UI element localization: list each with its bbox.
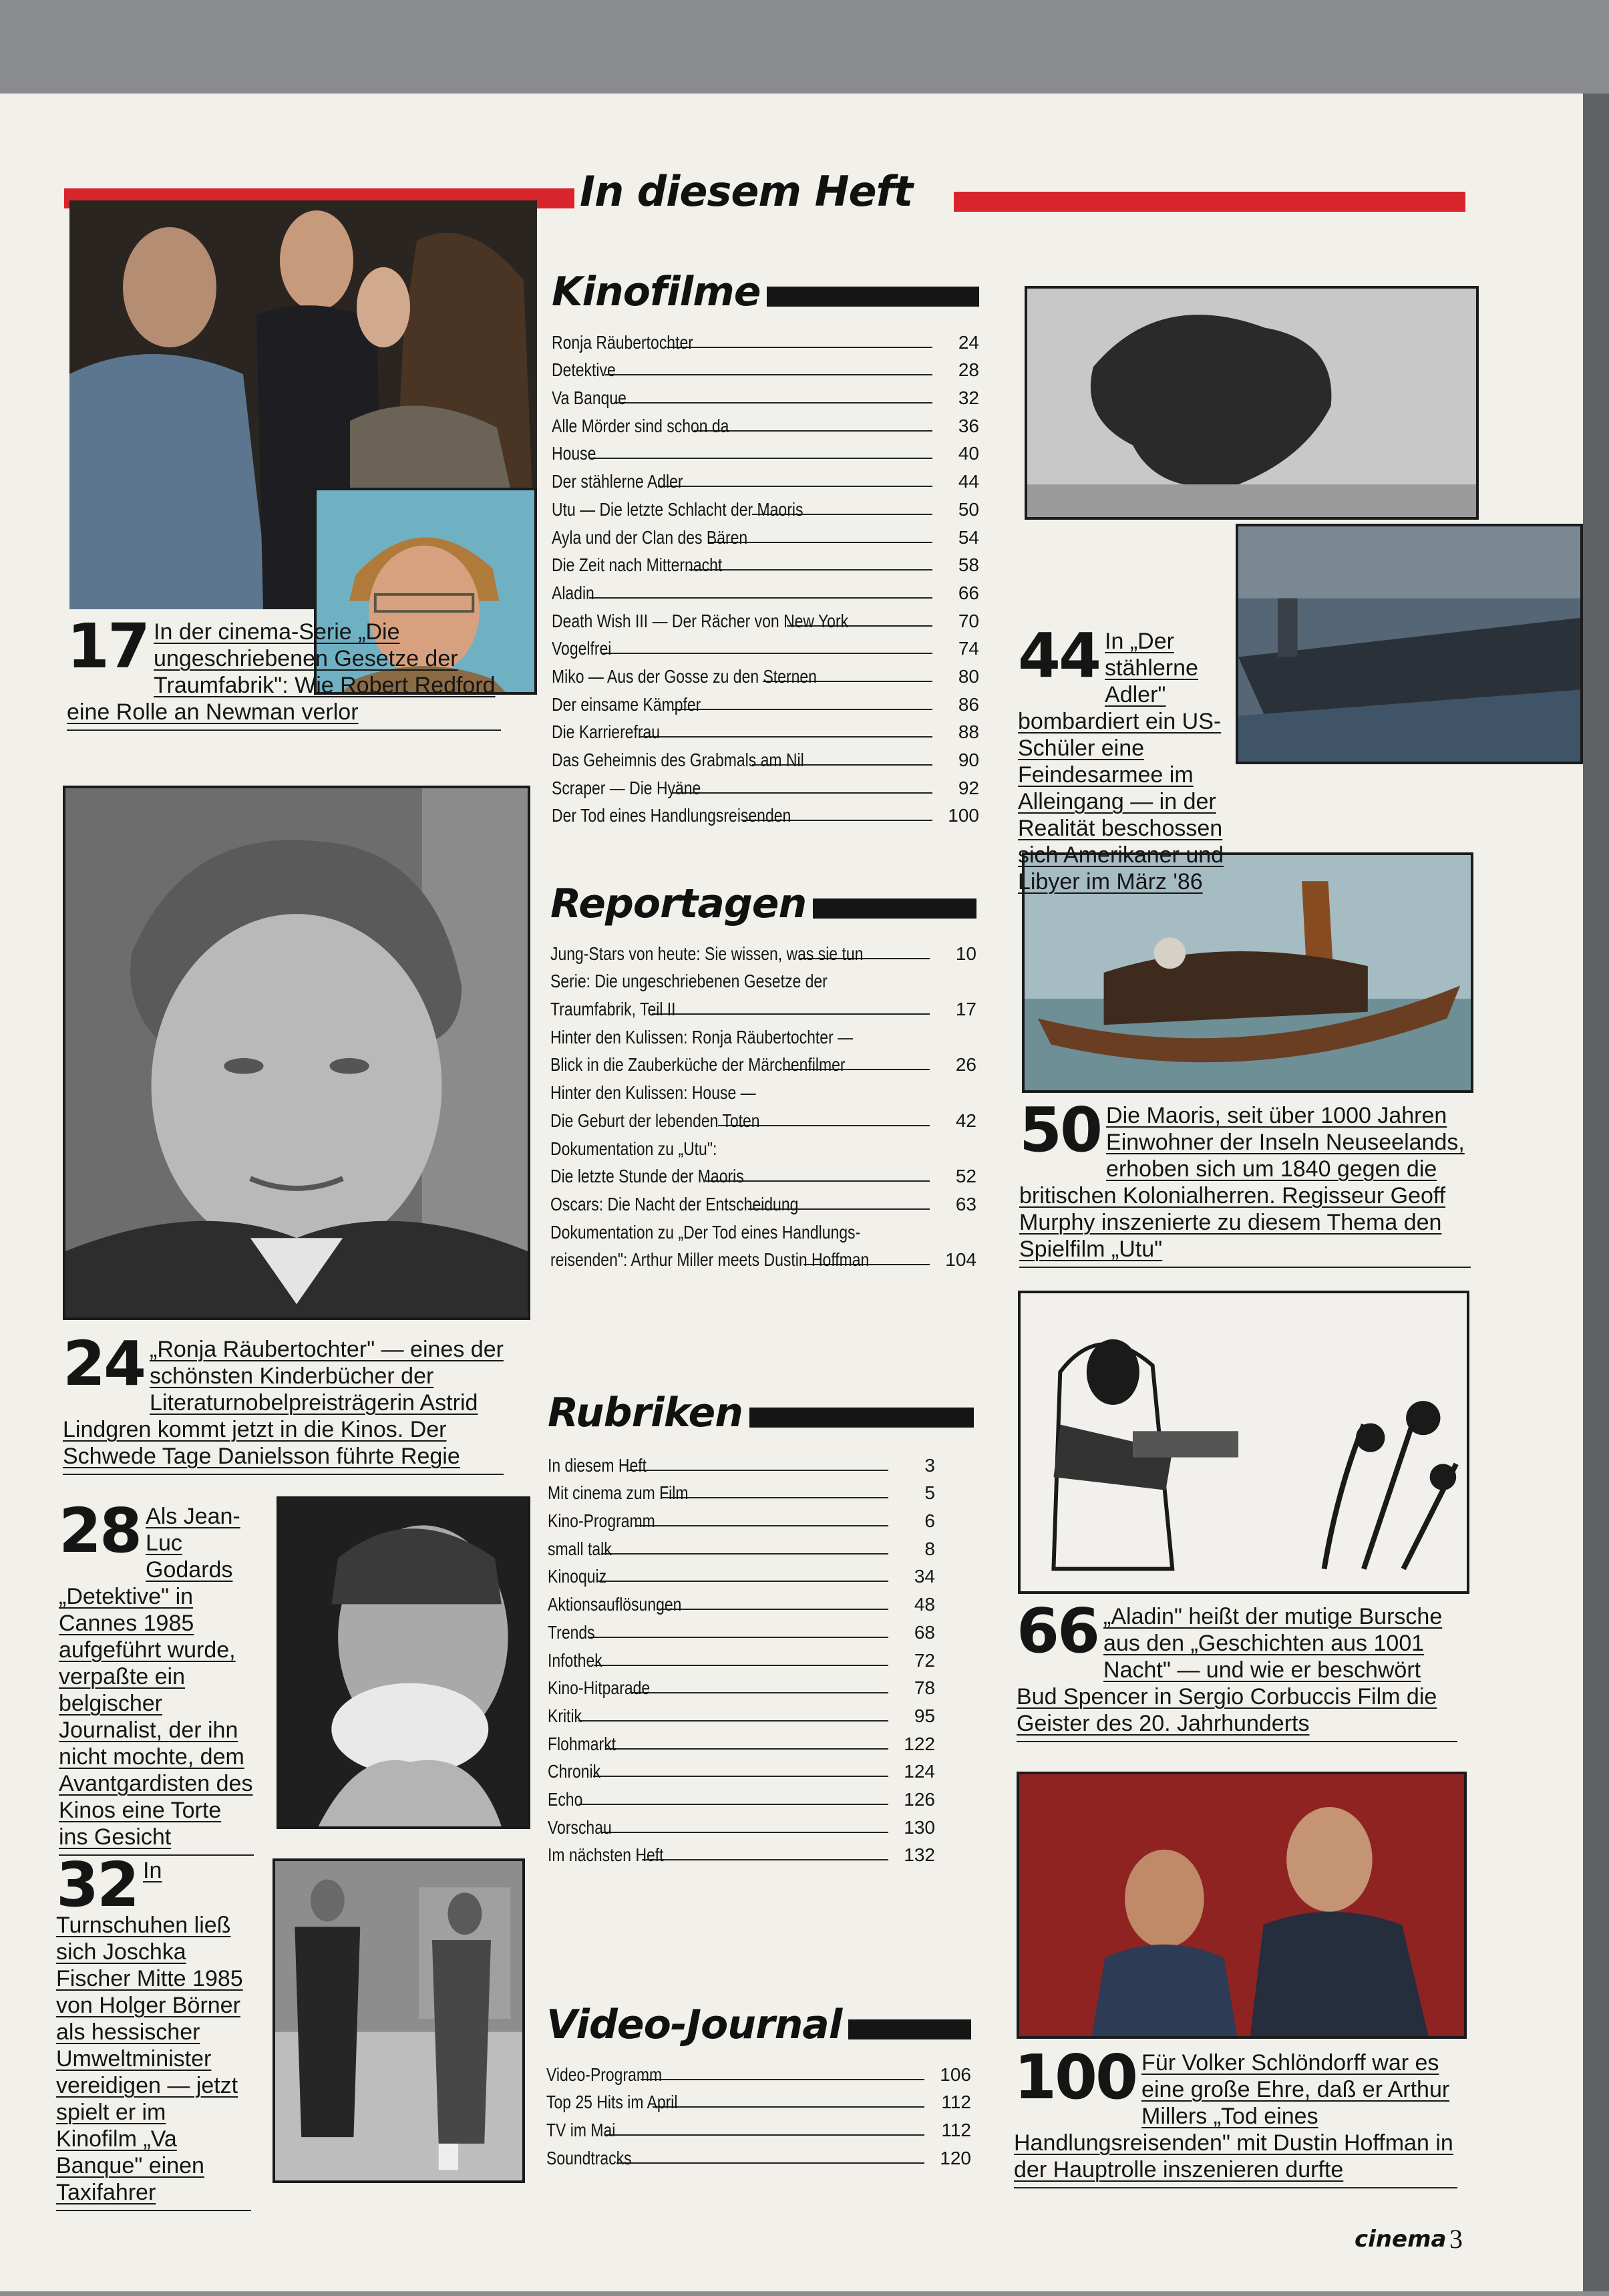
section-title-kinofilme: Kinofilme	[552, 269, 761, 315]
photo-smoke-explosion	[1025, 286, 1479, 520]
toc-entry	[550, 1187, 976, 1215]
toc-entry-page: 68	[914, 1621, 935, 1643]
toc-entry-page: 44	[958, 471, 979, 492]
toc-entry-title: Scraper — Die Hyäne	[552, 777, 701, 798]
caption-number: 44	[1018, 620, 1100, 691]
toc-entry-title: Vogelfrei	[552, 638, 612, 659]
toc-entry-page: 50	[958, 498, 979, 520]
toc-entry	[550, 992, 976, 1020]
toc-entry-page: 104	[945, 1249, 976, 1271]
caption-text: Für Volker Schlöndorff war es eine große Ehre, daß er Arthur Millers „Tod eines Handlungsreisenden" mit Dustin Hoffman in der Hauptrolle inszenieren durfte	[1014, 2050, 1453, 2182]
toc-entry-title: Echo	[548, 1788, 583, 1810]
section-head-kinofilme	[552, 269, 979, 315]
caption-17	[67, 611, 501, 725]
toc-entry	[550, 1215, 976, 1243]
toc-entry-page: 52	[955, 1166, 976, 1187]
toc-entry-title: Video-Programm	[546, 2064, 663, 2085]
footer-page-number: 3	[1449, 2224, 1463, 2254]
toc-kinofilme	[552, 325, 979, 826]
toc-entry-page: 72	[914, 1649, 935, 1671]
toc-leader-line	[629, 1470, 888, 1471]
toc-entry-page: 112	[941, 2120, 971, 2141]
toc-entry-page: 132	[904, 1844, 935, 1866]
toc-entry-page: 86	[958, 693, 979, 715]
toc-reportagen	[550, 937, 976, 1271]
toc-entry-title: Aladin	[552, 582, 594, 603]
toc-entry-page: 126	[904, 1788, 935, 1810]
toc-entry	[548, 1615, 935, 1643]
toc-entry-title: Die Geburt der lebenden Toten	[550, 1110, 760, 1131]
toc-entry	[548, 1671, 935, 1699]
section-bar	[813, 898, 976, 919]
toc-entry	[552, 381, 979, 409]
toc-leader-line	[673, 709, 932, 710]
toc-entry-page: 120	[940, 2147, 971, 2168]
toc-entry-title: Der einsame Kämpfer	[552, 693, 701, 715]
toc-entry	[550, 1243, 976, 1271]
toc-entry	[552, 715, 979, 744]
toc-entry	[552, 743, 979, 771]
toc-entry-title: Ayla und der Clan des Bären	[552, 526, 748, 548]
toc-entry-title: Vorschau	[548, 1816, 612, 1838]
toc-entry-title: Dokumentation zu „Utu":	[550, 1138, 717, 1159]
photo-schloendorff-hoffman	[1017, 1772, 1467, 2039]
toc-entry-title: Kino-Programm	[548, 1510, 655, 1532]
section-bar	[848, 2019, 971, 2039]
toc-leader-line	[640, 736, 932, 737]
toc-leader-line	[667, 347, 932, 348]
toc-entry	[552, 437, 979, 465]
toc-entry-title: Mit cinema zum Film	[548, 1482, 689, 1504]
toc-entry-title: Infothek	[548, 1649, 602, 1671]
toc-entry-page: 28	[958, 359, 979, 381]
toc-entry-page: 58	[958, 554, 979, 576]
toc-entry	[552, 604, 979, 632]
toc-entry-page: 130	[904, 1816, 935, 1838]
toc-entry-page: 100	[948, 805, 979, 826]
toc-leader-line	[605, 374, 932, 375]
toc-entry-title: Detektive	[552, 359, 616, 381]
caption-number: 66	[1017, 1595, 1099, 1667]
toc-entry	[550, 965, 976, 993]
toc-entry	[550, 1048, 976, 1076]
toc-entry-title: Das Geheimnis des Grabmals am Nil	[552, 750, 804, 770]
caption-number: 28	[59, 1495, 141, 1567]
toc-leader-line	[614, 402, 932, 403]
illustration-aladin-genie	[1018, 1291, 1469, 1594]
toc-entry-page: 95	[914, 1705, 935, 1726]
toc-entry-title: Hinter den Kulissen: Ronja Räubertochter —	[550, 1026, 854, 1047]
caption-66	[1017, 1595, 1457, 1737]
toc-entry-title: small talk	[548, 1538, 612, 1559]
toc-entry-page: 74	[958, 638, 979, 659]
toc-entry-title: TV im Mai	[546, 2120, 616, 2141]
page-spine-shadow	[1583, 94, 1609, 2291]
toc-entry	[550, 1132, 976, 1160]
toc-entry-title: Oscars: Die Nacht der Entscheidung	[550, 1193, 799, 1214]
toc-leader-line	[641, 2079, 924, 2080]
footer-brand: cinema	[1355, 2226, 1447, 2253]
toc-leader-line	[653, 2106, 924, 2108]
toc-entry-title: Kinoquiz	[548, 1566, 607, 1587]
toc-leader-line	[588, 1637, 888, 1638]
photo-astrid-lindgren	[63, 786, 530, 1320]
toc-entry	[552, 520, 979, 548]
toc-entry-page: 88	[958, 721, 979, 743]
section-title-video: Video-Journal	[546, 2001, 842, 2048]
toc-entry-page: 70	[958, 610, 979, 631]
toc-entry-page: 24	[958, 331, 979, 353]
toc-entry-page: 90	[958, 750, 979, 770]
toc-entry	[552, 632, 979, 660]
toc-entry	[552, 548, 979, 577]
toc-entry-page: 3	[924, 1454, 935, 1476]
toc-rubriken	[548, 1448, 935, 1866]
toc-entry-title: Chronik	[548, 1761, 601, 1782]
section-title-rubriken: Rubriken	[548, 1389, 743, 1436]
toc-entry-title: Hinter den Kulissen: House —	[550, 1082, 756, 1104]
toc-leader-line	[579, 1804, 888, 1805]
toc-entry-title: Der stählerne Adler	[552, 471, 683, 492]
toc-entry-page: 42	[955, 1110, 976, 1131]
toc-entry	[546, 2086, 971, 2114]
toc-entry-title: Die Zeit nach Mitternacht	[552, 554, 723, 576]
toc-entry-title: reisenden": Arthur Miller meets Dustin Hoffman	[550, 1249, 870, 1271]
section-head-reportagen	[550, 880, 976, 927]
section-bar	[749, 1408, 974, 1428]
toc-entry-title: Death Wish III — Der Rächer von New York	[552, 610, 849, 631]
masthead-title: In diesem Heft	[580, 167, 913, 216]
toc-entry	[548, 1643, 935, 1671]
caption-number: 24	[63, 1328, 145, 1400]
toc-leader-line	[652, 1013, 930, 1015]
toc-leader-line	[604, 2134, 924, 2136]
toc-entry	[548, 1699, 935, 1727]
toc-entry-title: Jung-Stars von heute: Sie wissen, was sie tun	[550, 943, 864, 964]
toc-entry-page: 6	[924, 1510, 935, 1532]
toc-entry-title: Die Karrierefrau	[552, 721, 661, 743]
toc-entry-page: 8	[924, 1538, 935, 1559]
caption-text: In der cinema-Serie „Die ungeschriebenen Gesetze der Traumfabrik": Wie Robert Redford eine Rolle an Newman verlor	[67, 619, 496, 725]
toc-entry	[548, 1810, 935, 1838]
toc-entry-title: Blick in die Zauberküche der Märchenfilmer	[550, 1054, 846, 1076]
toc-entry-title: Die letzte Stunde der Maoris	[550, 1166, 744, 1187]
toc-entry	[548, 1448, 935, 1476]
caption-number: 50	[1019, 1094, 1101, 1166]
toc-entry	[552, 325, 979, 353]
caption-28	[59, 1495, 254, 1850]
toc-entry-page: 80	[958, 665, 979, 687]
toc-entry-page: 36	[958, 415, 979, 436]
caption-number: 17	[67, 611, 149, 682]
toc-entry-title: In diesem Heft	[548, 1454, 647, 1476]
caption-100	[1014, 2041, 1457, 2183]
caption-number: 32	[56, 1849, 138, 1921]
toc-entry-page: 26	[955, 1054, 976, 1076]
toc-entry	[552, 492, 979, 520]
toc-entry	[550, 937, 976, 965]
toc-leader-line	[590, 458, 932, 459]
toc-entry-page: 17	[955, 999, 976, 1020]
toc-entry	[548, 1782, 935, 1810]
toc-entry-page: 78	[914, 1677, 935, 1699]
toc-leader-line	[594, 1665, 888, 1666]
toc-entry	[548, 1476, 935, 1504]
toc-leader-line	[689, 569, 932, 570]
toc-entry	[546, 2141, 971, 2169]
section-title-reportagen: Reportagen	[550, 880, 807, 927]
toc-entry-page: 32	[958, 387, 979, 409]
toc-leader-line	[642, 1859, 888, 1860]
toc-entry-title: Ronja Räubertochter	[552, 331, 693, 353]
toc-entry	[550, 1076, 976, 1104]
section-head-video	[546, 2001, 971, 2048]
toc-entry	[548, 1532, 935, 1560]
toc-entry-page: 124	[904, 1761, 935, 1782]
toc-entry-title: Serie: Die ungeschriebenen Gesetze der	[550, 971, 828, 992]
toc-entry-page: 66	[958, 582, 979, 603]
toc-entry-title: Der Tod eines Handlungsreisenden	[552, 805, 791, 826]
caption-text: Die Maoris, seit über 1000 Jahren Einwohner der Inseln Neuseelands, erhoben sich um 1840 gegen die britischen Kolonialherren. Regisseur Geoff Murphy inszenierte zu diesem Thema den Spielfilm „Utu"	[1019, 1103, 1465, 1262]
toc-entry-page: 5	[924, 1482, 935, 1504]
toc-leader-line	[694, 430, 932, 432]
toc-leader-line	[636, 1525, 888, 1526]
toc-entry-title: Miko — Aus der Gosse zu den Sternen	[552, 665, 817, 687]
toc-leader-line	[661, 1497, 888, 1498]
toc-entry-page: 106	[940, 2064, 971, 2085]
toc-leader-line	[658, 486, 932, 487]
toc-leader-line	[589, 597, 932, 599]
toc-entry-page: 63	[955, 1193, 976, 1214]
toc-entry-title: Kino-Hitparade	[548, 1677, 651, 1699]
caption-text: „Ronja Räubertochter" — eines der schönsten Kinderbücher der Literaturnobelpreisträgerin Astrid Lindgren kommt jetzt in die Kinos. Der Schwede Tage Danielsson führte Regie	[63, 1337, 504, 1469]
toc-entry	[548, 1838, 935, 1866]
toc-entry-title: Dokumentation zu „Der Tod eines Handlungs-	[550, 1221, 861, 1243]
toc-entry	[552, 409, 979, 437]
toc-entry	[550, 1104, 976, 1132]
toc-entry-page: 122	[904, 1733, 935, 1754]
toc-entry	[548, 1755, 935, 1783]
toc-entry-page: 92	[958, 777, 979, 798]
toc-entry-title: Traumfabrik, Teil II	[550, 999, 676, 1020]
toc-entry	[548, 1727, 935, 1755]
caption-text: Als Jean-Luc Godards „Detektive" in Cannes 1985 aufgeführt wurde, verpaßte ein belgischer Journalist, der ihn nicht mochte, dem Avantgardisten des Kinos eine Torte ins Gesicht	[59, 1504, 253, 1850]
toc-entry-title: Flohmarkt	[548, 1733, 616, 1754]
toc-entry-page: 34	[914, 1566, 935, 1587]
caption-50	[1019, 1094, 1471, 1263]
masthead-bar-right	[954, 192, 1465, 212]
toc-entry	[552, 464, 979, 492]
toc-entry-title: House	[552, 443, 596, 464]
toc-entry-title: Alle Mörder sind schon da	[552, 415, 729, 436]
toc-entry	[552, 659, 979, 687]
toc-entry	[548, 1504, 935, 1532]
toc-entry	[552, 799, 979, 827]
section-head-rubriken	[548, 1389, 974, 1436]
toc-entry-title: Top 25 Hits im April	[546, 2092, 678, 2113]
toc-entry	[550, 1160, 976, 1188]
toc-leader-line	[601, 1553, 888, 1554]
toc-entry	[550, 1020, 976, 1048]
toc-leader-line	[593, 1776, 888, 1777]
toc-entry-page: 112	[941, 2092, 971, 2113]
toc-entry-title: Im nächsten Heft	[548, 1844, 664, 1866]
caption-44	[1018, 620, 1238, 895]
toc-entry	[546, 2113, 971, 2141]
toc-entry-title: Trends	[548, 1621, 595, 1643]
toc-entry-title: Va Banque	[552, 387, 627, 409]
toc-entry-page: 10	[955, 943, 976, 964]
toc-leader-line	[673, 792, 932, 794]
toc-video	[546, 2058, 971, 2169]
toc-entry-page: 40	[958, 443, 979, 464]
toc-leader-line	[598, 1581, 888, 1582]
toc-leader-line	[605, 1748, 888, 1750]
caption-text: „Aladin" heißt der mutige Bursche aus den „Geschichten aus 1001 Nacht" — und wie er beschwört Bud Spencer in Sergio Corbuccis Film die Geister des 20. Jahrhunderts	[1017, 1604, 1443, 1736]
toc-entry	[546, 2058, 971, 2086]
toc-entry-page: 48	[914, 1594, 935, 1615]
caption-32	[56, 1849, 251, 2206]
toc-leader-line	[657, 1609, 888, 1610]
toc-leader-line	[631, 1692, 888, 1693]
caption-number: 100	[1014, 2041, 1137, 2113]
toc-entry-page: 54	[958, 526, 979, 548]
toc-entry-title: Aktionsauflösungen	[548, 1594, 682, 1615]
toc-leader-line	[601, 1832, 888, 1833]
photo-godard-cake	[277, 1496, 530, 1829]
caption-text: In „Der stählerne Adler" bombardiert ein US-Schüler eine Feindesarmee im Alleingang — in der Realität beschossen sich Amerikaner und Libyer im März '86	[1018, 629, 1224, 894]
caption-text: In Turnschuhen ließ sich Joschka Fischer Mitte 1985 von Holger Börner als hessischer Umweltminister vereidigen — jetzt spielt er im Kinofilm „Va Banque" einen Taxifahrer	[56, 1858, 243, 2205]
toc-leader-line	[578, 1720, 888, 1721]
toc-entry-title: Kritik	[548, 1705, 582, 1726]
toc-entry	[552, 353, 979, 381]
toc-entry-title: Utu — Die letzte Schlacht der Maoris	[552, 498, 803, 520]
section-bar	[767, 287, 979, 307]
toc-entry	[548, 1560, 935, 1588]
photo-joschka-fischer	[273, 1858, 525, 2183]
toc-entry-title: Soundtracks	[546, 2147, 632, 2168]
toc-leader-line	[602, 653, 932, 654]
toc-entry	[552, 687, 979, 715]
toc-entry	[552, 576, 979, 604]
toc-leader-line	[616, 2162, 924, 2164]
photo-aircraft-carrier	[1236, 524, 1583, 764]
toc-entry	[552, 771, 979, 799]
toc-entry	[548, 1587, 935, 1615]
caption-24	[63, 1328, 504, 1470]
